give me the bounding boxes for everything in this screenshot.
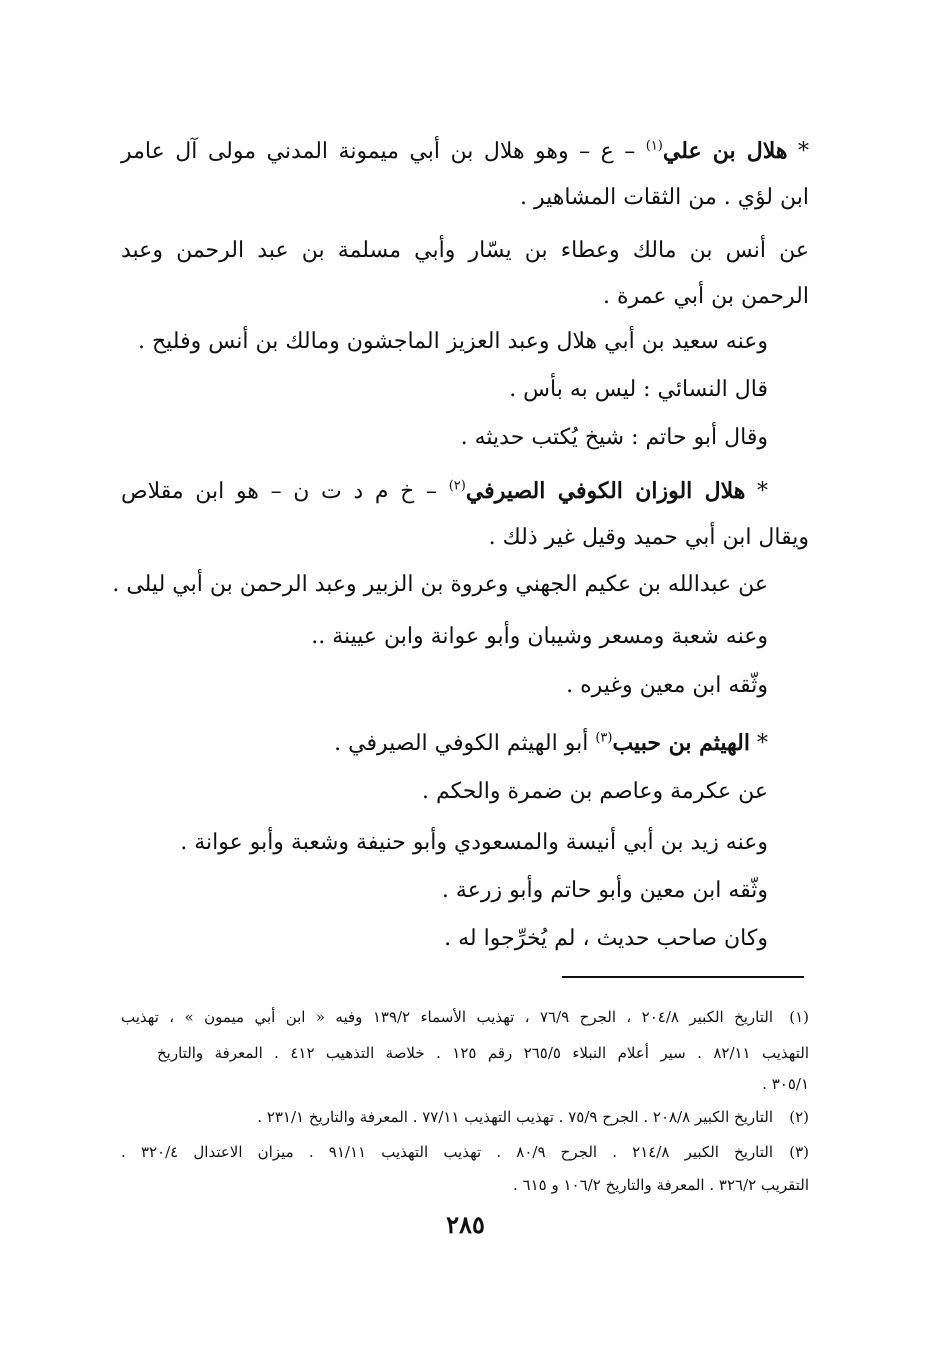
entry-text: – خ م د ت ن – هو ابن مقلاص bbox=[121, 479, 438, 504]
entry-heading-line bbox=[121, 726, 768, 761]
entry-text-line: قال النسائي : ليس به بأس . bbox=[509, 377, 768, 402]
entry-text-line: وقال أبو حاتم : شيخ يُكتب حديثه . bbox=[460, 425, 768, 450]
entry-text-line: وعنه شعبة ومسعر وشيبان وأبو عوانة وابن عيينة .. bbox=[311, 624, 768, 649]
entry-heading-line bbox=[121, 134, 809, 169]
entry-text-line: وعنه زيد بن أبي أنيسة والمسعودي وأبو حنيفة وشعبة وأبو عوانة . bbox=[180, 830, 768, 855]
footnote-line bbox=[121, 1004, 809, 1030]
entry-text-line: ويقال ابن أبي حميد وقيل غير ذلك . bbox=[488, 525, 809, 550]
entry-bullet: * bbox=[757, 731, 768, 756]
footnote-text: التاريخ الكبير ٢١٤/٨ . الجرح ٨٠/٩ . تهذيب التهذيب ٩١/١١ . ميزان الاعتدال ٣٢٠/٤ . bbox=[121, 1143, 774, 1161]
entry-text-line: عن عكرمة وعاصم بن ضمرة والحكم . bbox=[422, 779, 768, 804]
entry-text-line: وثّقه ابن معين وغيره . bbox=[566, 673, 768, 698]
entry-text-line: ابن لؤي . من الثقات المشاهير . bbox=[520, 185, 809, 210]
entry-bullet: * bbox=[757, 479, 768, 504]
footnote-number: (٣) bbox=[789, 1143, 810, 1161]
entry-bullet: * bbox=[798, 139, 810, 164]
footnote-ref: (٣) bbox=[595, 730, 613, 746]
footnote-line bbox=[121, 1104, 809, 1130]
entry-text-line: وثّقه ابن معين وأبو حاتم وأبو زرعة . bbox=[441, 878, 768, 903]
footnote-line bbox=[121, 1139, 809, 1165]
entry-text: أبو الهيثم الكوفي الصيرفي . bbox=[334, 731, 589, 756]
footnote-number: (١) bbox=[789, 1008, 810, 1026]
entry-heading-line bbox=[121, 474, 768, 509]
footnote-text: التاريخ الكبير ٢٠٨/٨ . الجرح ٧٥/٩ . تهذيب التهذيب ٧٧/١١ . المعرفة والتاريخ ٢٣١/١ . bbox=[257, 1108, 773, 1126]
entry-text-line: وعنه سعيد بن أبي هلال وعبد العزيز الماجشون ومالك بن أنس وفليح . bbox=[137, 329, 768, 354]
entry-text: – ع – وهو هلال بن أبي ميمونة المدني مولى آل عامر bbox=[121, 139, 636, 164]
footnote-text: التاريخ الكبير ٢٠٤/٨ ، الجرح ٧٦/٩ ، تهذيب الأسماء ١٣٩/٢ وفيه « ابن أبي ميمون » ، تهذيب bbox=[121, 1008, 774, 1026]
entry-text-line: عن أنس بن مالك وعطاء بن يسّار وأبي مسلمة بن عبد الرحمن وعبد bbox=[121, 238, 809, 263]
entry-name: هلال الوزان الكوفي الصيرفي bbox=[465, 478, 746, 504]
footnote-separator bbox=[562, 976, 804, 978]
footnote-line: التقريب ٣٢٦/٢ . المعرفة والتاريخ ١٠٦/٢ و ٦١٥ . bbox=[512, 1176, 809, 1194]
footnote-line: ٣٠٥/١ . bbox=[762, 1075, 809, 1093]
entry-text-line: عن عبدالله بن عكيم الجهني وعروة بن الزبير وعبد الرحمن بن أبي ليلى . bbox=[112, 572, 768, 597]
entry-text-line: الرحمن بن أبي عمرة . bbox=[603, 284, 809, 309]
footnote-ref: (١) bbox=[645, 138, 663, 154]
entry-name: هلال بن علي bbox=[662, 138, 788, 164]
footnote-line: التهذيب ٨٢/١١ . سير أعلام النبلاء ٢٦٥/٥ رقم ١٢٥ . خلاصة التذهيب ٤١٢ . المعرفة والتاريخ bbox=[157, 1044, 809, 1062]
page-number: ٢٨٥ bbox=[446, 1210, 485, 1239]
footnote-number: (٢) bbox=[789, 1108, 809, 1126]
entry-name: الهيثم بن حبيب bbox=[612, 730, 750, 756]
footnote-ref: (٢) bbox=[448, 478, 466, 494]
entry-text-line: وكان صاحب حديث ، لم يُخرِّجوا له . bbox=[444, 926, 768, 951]
